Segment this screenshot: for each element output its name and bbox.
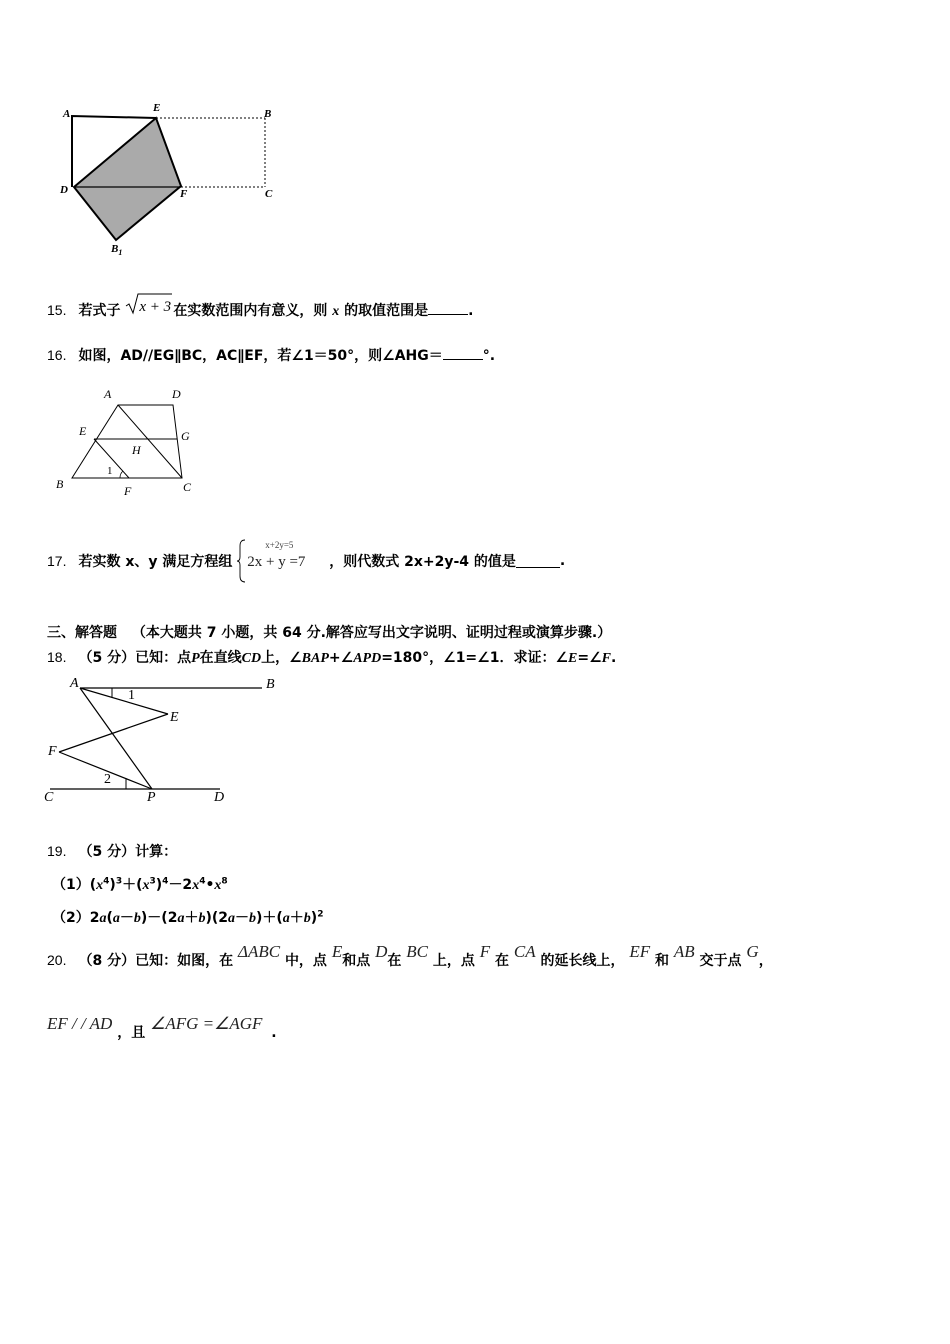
sqrt-expression: x + 3	[125, 299, 173, 316]
label-B1: $B_1$	[111, 243, 123, 258]
label-D: D	[60, 184, 68, 196]
label-G: G	[181, 429, 190, 443]
question-20-line-1: 20. （8 分）已知：如图，在 ΔABC 中，点 E和点 D在 BC 上，点 F 在 CA 的延长线上， EF 和 AB 交于点 G，	[47, 942, 773, 969]
line-ef	[59, 714, 168, 752]
label-E: E	[153, 102, 161, 114]
equation-2: 2x + y =7	[247, 554, 306, 570]
question-18: 18. （5 分）已知：点P在直线CD上，∠BAP+∠APD=180°，∠1=∠1．求证：∠E=∠F.	[47, 649, 617, 666]
label-angle-2: 2	[104, 772, 111, 787]
figure-folded-rectangle	[55, 100, 295, 260]
label-C: C	[44, 790, 54, 805]
figure-trapezoid	[50, 385, 210, 500]
question-20-line-2: EF / / AD ，且 ∠AFG =∠AGF .	[47, 1014, 277, 1041]
label-P: P	[147, 790, 156, 805]
question-17: 17. 若实数 x、y 满足方程组 x+2y=5 2x + y =7 ，则代数式 2x+2y-4 的值是 .	[47, 538, 565, 584]
left-brace	[237, 538, 247, 584]
label-C: C	[183, 480, 192, 494]
question-19: 19. （5 分）计算：	[47, 843, 178, 860]
label-C: C	[265, 188, 273, 200]
line-ae	[80, 688, 168, 714]
label-D: D	[172, 387, 181, 401]
label-A: A	[70, 676, 79, 691]
label-B: B	[264, 108, 272, 120]
label-E: E	[170, 710, 179, 725]
expression-2: $2a(a-b)-(2a+b)(2a-b)+(a+b)^2$	[89, 909, 324, 926]
label-A: A	[104, 387, 112, 401]
expression-1: $(x^4)^3+(x^3)^4-2x^4•x^8$	[89, 876, 228, 893]
fold-diagram	[55, 100, 295, 260]
label-H: H	[132, 443, 141, 457]
label-angle-1: 1	[107, 465, 113, 477]
radical-sign	[125, 293, 173, 315]
label-F: F	[180, 188, 188, 200]
answer-blank-15[interactable]	[428, 302, 468, 315]
line-ac	[118, 405, 182, 478]
label-angle-1: 1	[128, 688, 135, 703]
figure-parallel-zigzag	[40, 672, 300, 812]
angle-1-arc	[120, 471, 123, 478]
equation-1: x+2y=5	[265, 540, 294, 550]
shaded-quad	[74, 118, 181, 240]
label-D: D	[214, 790, 225, 805]
label-A: A	[63, 108, 71, 120]
q19-part-1: $(1)(x^4)^3+(x^3)^4-2x^4•x^8$	[52, 876, 228, 893]
line-ap	[80, 688, 152, 789]
answer-blank-17[interactable]	[516, 555, 560, 568]
label-B: B	[56, 477, 64, 491]
question-16: 16. 如图，AD//EG∥BC，AC∥EF，若∠1＝50°，则∠AHG＝ °.	[47, 347, 496, 364]
label-E: E	[79, 424, 87, 438]
q19-part-2: $(2)2a(a-b)-(2a+b)(2a-b)+(a+b)^2$	[52, 909, 324, 926]
zigzag-diagram	[40, 672, 300, 812]
label-F: F	[124, 484, 132, 498]
question-15: 15. 若式子 x + 3 在实数范围内有意义，则 x 的取值范围是 .	[47, 299, 473, 320]
label-F: F	[48, 744, 57, 759]
answer-blank-16[interactable]	[443, 347, 483, 360]
section-3-header: 三、解答题 （本大题共 7 小题，共 64 分.解答应写出文字说明、证明过程或演算步骤.）	[47, 625, 612, 641]
label-B: B	[266, 677, 275, 692]
equation-system	[237, 538, 329, 584]
